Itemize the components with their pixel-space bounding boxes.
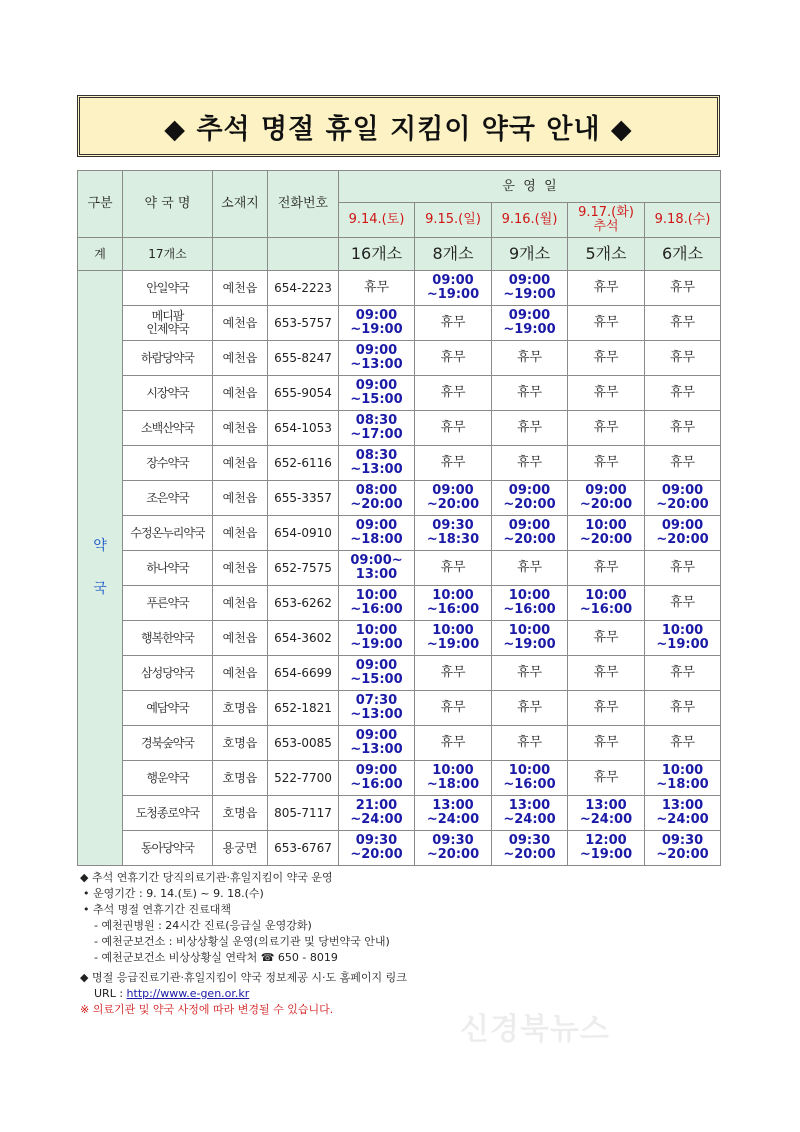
pharmacy-phone: 653-6767 xyxy=(268,831,339,866)
table-body xyxy=(78,171,721,866)
note-period: • 운영기간 : 9. 14.(토) ~ 9. 18.(수) xyxy=(83,887,264,900)
hours-cell: 휴무 xyxy=(415,726,492,761)
hours-cell: 휴무 xyxy=(415,446,492,481)
note-measure-health-center: - 예천군보건소 : 비상상황실 운영(의료기관 및 당번약국 안내) xyxy=(94,935,390,948)
url-label: URL : xyxy=(94,987,127,1000)
hours-cell: 휴무 xyxy=(492,551,568,586)
pharmacy-location: 예천읍 xyxy=(213,516,268,551)
hours-cell: 휴무 xyxy=(645,306,721,341)
hours-cell: 휴무 xyxy=(492,341,568,376)
table-row xyxy=(78,761,721,796)
hours-cell: 09:00 ~19:00 xyxy=(415,271,492,306)
hours-cell: 09:30 ~20:00 xyxy=(415,831,492,866)
header-name: 약 국 명 xyxy=(123,171,213,238)
pharmacy-name: 메디팜 인제약국 xyxy=(123,306,213,341)
pharmacy-location: 예천읍 xyxy=(213,656,268,691)
pharmacy-location: 예천읍 xyxy=(213,551,268,586)
hours-cell: 12:00 ~19:00 xyxy=(568,831,645,866)
hours-cell: 휴무 xyxy=(568,306,645,341)
hours-cell: 09:00 ~20:00 xyxy=(645,481,721,516)
hours-cell: 휴무 xyxy=(645,271,721,306)
pharmacy-location: 예천읍 xyxy=(213,481,268,516)
hours-cell: 09:30 ~18:30 xyxy=(415,516,492,551)
note-url xyxy=(80,986,720,1002)
pharmacy-name: 수정온누리약국 xyxy=(123,516,213,551)
hours-cell: 휴무 xyxy=(492,411,568,446)
pharmacy-phone: 654-1053 xyxy=(268,411,339,446)
pharmacy-phone: 655-9054 xyxy=(268,376,339,411)
hours-cell: 09:00 ~20:00 xyxy=(568,481,645,516)
watermark: 신경북뉴스 xyxy=(460,1012,610,1047)
pharmacy-name: 안일약국 xyxy=(123,271,213,306)
hours-cell: 휴무 xyxy=(568,376,645,411)
note-operation: ◆ 추석 연휴기간 당직의료기관·휴일지킴이 약국 운영 xyxy=(80,871,333,884)
hours-cell: 09:30 ~20:00 xyxy=(645,831,721,866)
total-label: 계 xyxy=(78,238,123,271)
category-label-char: 국 xyxy=(93,581,107,597)
hours-cell: 휴무 xyxy=(568,621,645,656)
pharmacy-name: 조은약국 xyxy=(123,481,213,516)
header-row xyxy=(78,171,721,203)
hours-cell: 휴무 xyxy=(492,446,568,481)
pharmacy-phone: 805-7117 xyxy=(268,796,339,831)
hours-cell: 10:00 ~19:00 xyxy=(339,621,415,656)
table-row xyxy=(78,306,721,341)
table-row xyxy=(78,271,721,306)
hours-cell: 09:00 ~19:00 xyxy=(492,271,568,306)
day-count: 16개소 xyxy=(339,238,415,271)
pharmacy-phone: 653-0085 xyxy=(268,726,339,761)
header-date: 9.14.(토) xyxy=(339,203,415,238)
pharmacy-name: 행복한약국 xyxy=(123,621,213,656)
pharmacy-phone: 652-1821 xyxy=(268,691,339,726)
hours-cell: 09:00 ~20:00 xyxy=(492,481,568,516)
note-warning: ※ 의료기관 및 약국 사정에 따라 변경될 수 있습니다. xyxy=(80,1003,334,1016)
hours-cell: 휴무 xyxy=(415,691,492,726)
hours-cell: 휴무 xyxy=(415,341,492,376)
pharmacy-name: 하나약국 xyxy=(123,551,213,586)
header-date: 9.17.(화) 추석 xyxy=(568,203,645,238)
hours-cell: 휴무 xyxy=(645,726,721,761)
day-count: 5개소 xyxy=(568,238,645,271)
pharmacy-phone: 655-3357 xyxy=(268,481,339,516)
hours-cell: 08:30 ~13:00 xyxy=(339,446,415,481)
table-row xyxy=(78,726,721,761)
hours-cell: 휴무 xyxy=(415,551,492,586)
hours-cell: 10:00 ~16:00 xyxy=(568,586,645,621)
pharmacy-location: 예천읍 xyxy=(213,376,268,411)
hours-cell: 10:00 ~18:00 xyxy=(645,761,721,796)
pharmacy-name: 동아당약국 xyxy=(123,831,213,866)
hours-cell: 10:00 ~16:00 xyxy=(415,586,492,621)
hours-cell: 10:00 ~20:00 xyxy=(568,516,645,551)
pharmacy-location: 예천읍 xyxy=(213,341,268,376)
hours-cell: 휴무 xyxy=(645,586,721,621)
hours-cell: 휴무 xyxy=(645,446,721,481)
hours-cell: 휴무 xyxy=(492,376,568,411)
header-date: 9.16.(월) xyxy=(492,203,568,238)
hours-cell: 휴무 xyxy=(568,446,645,481)
pharmacy-location: 호명읍 xyxy=(213,726,268,761)
pharmacy-phone: 653-5757 xyxy=(268,306,339,341)
hours-cell: 휴무 xyxy=(645,376,721,411)
hours-cell: 09:00~ 13:00 xyxy=(339,551,415,586)
hours-cell: 휴무 xyxy=(492,691,568,726)
header-operating-days: 운 영 일 xyxy=(339,171,721,203)
hours-cell: 휴무 xyxy=(645,551,721,586)
table-row xyxy=(78,411,721,446)
hours-cell: 13:00 ~24:00 xyxy=(645,796,721,831)
hours-cell: 휴무 xyxy=(339,271,415,306)
pharmacy-location: 예천읍 xyxy=(213,411,268,446)
pharmacy-name: 하람당약국 xyxy=(123,341,213,376)
hours-cell: 10:00 ~18:00 xyxy=(415,761,492,796)
header-date: 9.15.(일) xyxy=(415,203,492,238)
hours-cell: 휴무 xyxy=(568,761,645,796)
hours-cell: 휴무 xyxy=(568,551,645,586)
total-empty xyxy=(268,238,339,271)
hours-cell: 10:00 ~19:00 xyxy=(645,621,721,656)
table-row xyxy=(78,656,721,691)
pharmacy-name: 시장약국 xyxy=(123,376,213,411)
pharmacy-phone: 655-8247 xyxy=(268,341,339,376)
category-cell xyxy=(78,271,123,866)
category-label-char: 약 xyxy=(93,538,107,555)
hours-cell: 09:00 ~19:00 xyxy=(492,306,568,341)
table-row xyxy=(78,621,721,656)
total-row xyxy=(78,238,721,271)
pharmacy-phone: 654-6699 xyxy=(268,656,339,691)
table-row xyxy=(78,796,721,831)
hours-cell: 휴무 xyxy=(645,691,721,726)
hours-cell: 09:00 ~18:00 xyxy=(339,516,415,551)
pharmacy-phone: 652-7575 xyxy=(268,551,339,586)
hours-cell: 휴무 xyxy=(645,341,721,376)
table-row xyxy=(78,446,721,481)
hours-cell: 09:30 ~20:00 xyxy=(339,831,415,866)
pharmacy-name: 소백산약국 xyxy=(123,411,213,446)
hours-cell: 10:00 ~16:00 xyxy=(492,586,568,621)
hours-cell: 휴무 xyxy=(645,411,721,446)
total-count: 17개소 xyxy=(123,238,213,271)
note-links: ◆ 명절 응급진료기관·휴일지킴이 약국 정보제공 시·도 홈페이지 링크 xyxy=(80,971,407,984)
table-row xyxy=(78,376,721,411)
hours-cell: 휴무 xyxy=(415,411,492,446)
hours-cell: 휴무 xyxy=(415,656,492,691)
hours-cell: 07:30 ~13:00 xyxy=(339,691,415,726)
hours-cell: 휴무 xyxy=(568,691,645,726)
table-row xyxy=(78,341,721,376)
hours-cell: 09:00 ~20:00 xyxy=(415,481,492,516)
hours-cell: 08:00 ~20:00 xyxy=(339,481,415,516)
hours-cell: 휴무 xyxy=(568,271,645,306)
header-date: 9.18.(수) xyxy=(645,203,721,238)
day-count: 8개소 xyxy=(415,238,492,271)
hours-cell: 휴무 xyxy=(492,656,568,691)
pharmacy-phone: 654-0910 xyxy=(268,516,339,551)
hours-cell: 휴무 xyxy=(415,376,492,411)
pharmacy-name: 장수약국 xyxy=(123,446,213,481)
hours-cell: 10:00 ~19:00 xyxy=(492,621,568,656)
note-measure-contact: - 예천군보건소 비상상황실 연락처 ☎ 650 - 8019 xyxy=(94,951,338,964)
egen-link[interactable]: http://www.e-gen.or.kr xyxy=(126,987,250,1000)
pharmacy-name: 푸른약국 xyxy=(123,586,213,621)
table-row xyxy=(78,691,721,726)
notes xyxy=(80,870,720,1018)
pharmacy-location: 용궁면 xyxy=(213,831,268,866)
hours-cell: 08:30 ~17:00 xyxy=(339,411,415,446)
pharmacy-location: 예천읍 xyxy=(213,306,268,341)
note-measures-title: • 추석 명절 연휴기간 진료대책 xyxy=(83,903,231,916)
pharmacy-phone: 654-2223 xyxy=(268,271,339,306)
hours-cell: 휴무 xyxy=(568,411,645,446)
hours-cell: 휴무 xyxy=(568,341,645,376)
hours-cell: 휴무 xyxy=(645,656,721,691)
hours-cell: 휴무 xyxy=(568,656,645,691)
hours-cell: 13:00 ~24:00 xyxy=(568,796,645,831)
hours-cell: 09:00 ~15:00 xyxy=(339,376,415,411)
pharmacy-location: 호명읍 xyxy=(213,691,268,726)
pharmacy-location: 예천읍 xyxy=(213,271,268,306)
table-row xyxy=(78,481,721,516)
pharmacy-phone: 522-7700 xyxy=(268,761,339,796)
table-row xyxy=(78,831,721,866)
pharmacy-name: 삼성당약국 xyxy=(123,656,213,691)
pharmacy-phone: 654-3602 xyxy=(268,621,339,656)
hours-cell: 10:00 ~16:00 xyxy=(492,761,568,796)
table-row xyxy=(78,516,721,551)
hours-cell: 09:00 ~19:00 xyxy=(339,306,415,341)
pharmacy-phone: 652-6116 xyxy=(268,446,339,481)
table-row xyxy=(78,551,721,586)
hours-cell: 13:00 ~24:00 xyxy=(492,796,568,831)
note-measure-hospital: - 예천권병원 : 24시간 진료(응급실 운영강화) xyxy=(94,919,312,932)
hours-cell: 10:00 ~19:00 xyxy=(415,621,492,656)
header-location: 소재지 xyxy=(213,171,268,238)
hours-cell: 09:00 ~13:00 xyxy=(339,726,415,761)
hours-cell: 13:00 ~24:00 xyxy=(415,796,492,831)
hours-cell: 휴무 xyxy=(492,726,568,761)
hours-cell: 09:00 ~20:00 xyxy=(492,516,568,551)
pharmacy-schedule-table xyxy=(77,170,721,866)
header-category: 구분 xyxy=(78,171,123,238)
pharmacy-location: 예천읍 xyxy=(213,621,268,656)
hours-cell: 09:30 ~20:00 xyxy=(492,831,568,866)
page-title: ◆ 추석 명절 휴일 지킴이 약국 안내 ◆ xyxy=(77,95,720,157)
table-row xyxy=(78,586,721,621)
pharmacy-location: 예천읍 xyxy=(213,586,268,621)
pharmacy-name: 도청종로약국 xyxy=(123,796,213,831)
pharmacy-location: 예천읍 xyxy=(213,446,268,481)
hours-cell: 휴무 xyxy=(568,726,645,761)
day-count: 9개소 xyxy=(492,238,568,271)
hours-cell: 09:00 ~15:00 xyxy=(339,656,415,691)
pharmacy-name: 예담약국 xyxy=(123,691,213,726)
hours-cell: 10:00 ~16:00 xyxy=(339,586,415,621)
hours-cell: 09:00 ~16:00 xyxy=(339,761,415,796)
hours-cell: 09:00 ~20:00 xyxy=(645,516,721,551)
header-phone: 전화번호 xyxy=(268,171,339,238)
hours-cell: 휴무 xyxy=(415,306,492,341)
pharmacy-phone: 653-6262 xyxy=(268,586,339,621)
pharmacy-name: 행운약국 xyxy=(123,761,213,796)
pharmacy-name: 경북숲약국 xyxy=(123,726,213,761)
pharmacy-location: 호명읍 xyxy=(213,761,268,796)
day-count: 6개소 xyxy=(645,238,721,271)
hours-cell: 09:00 ~13:00 xyxy=(339,341,415,376)
total-empty xyxy=(213,238,268,271)
pharmacy-location: 호명읍 xyxy=(213,796,268,831)
hours-cell: 21:00 ~24:00 xyxy=(339,796,415,831)
